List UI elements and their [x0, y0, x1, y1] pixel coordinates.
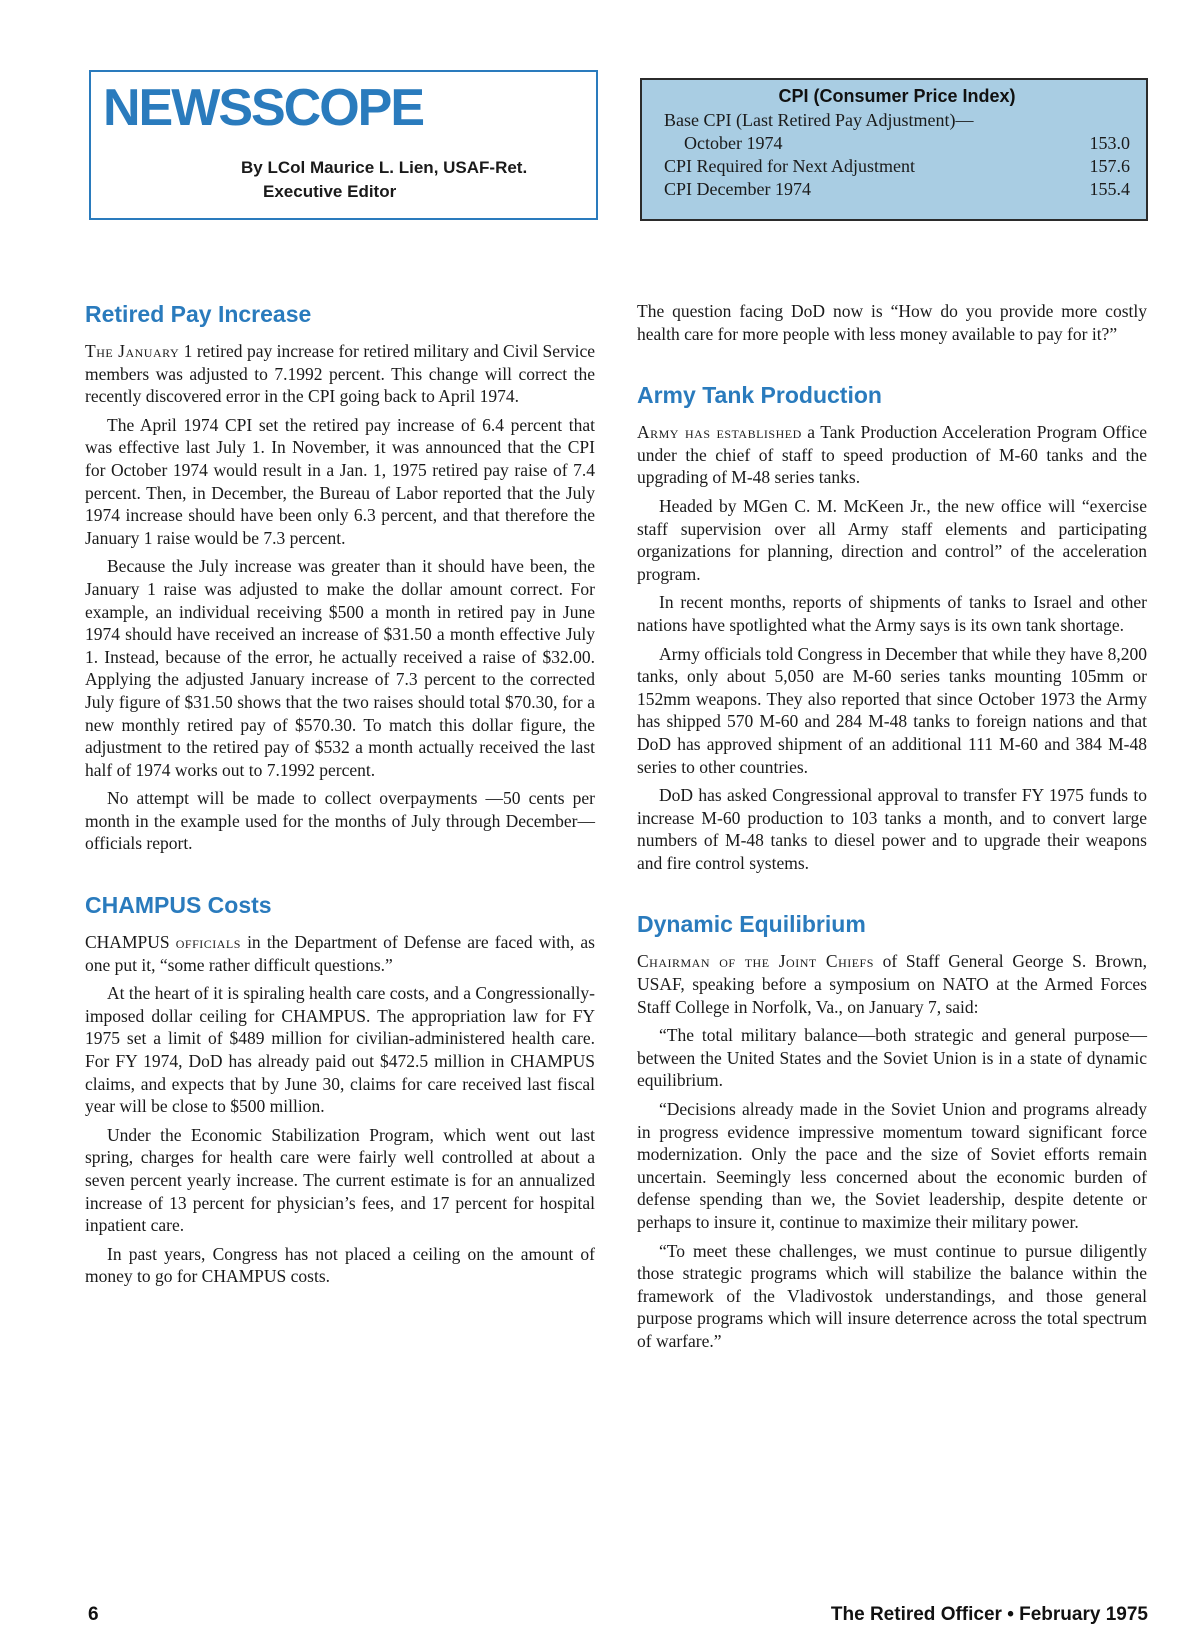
cpi-row-value: 157.6	[1089, 156, 1130, 176]
page-footer	[88, 1604, 1148, 1632]
cpi-row-label: CPI December 1974	[664, 179, 811, 199]
paragraph: No attempt will be made to collect overpayments —50 cents per month in the example used for the months of July through December—officials report.	[85, 788, 595, 854]
paragraph	[85, 340, 595, 408]
byline	[241, 156, 581, 204]
paragraph: Because the July increase was greater than it should have been, the January 1 raise was adjusted to make the dollar amount correct. For example, an individual receiving $500 a month in retired pay in June 1974 should have received an increase of $31.50 a month effective July 1. Instead, because of the error, he actually received a raise of $32.00. Applying the adjusted January increase of 7.3 percent to the corrected July figure of $31.50 shows that the two raises should total $70.30, for a new monthly retired pay of $570.30. To match this dollar figure, the adjustment to the retired pay of $532 a month actually received the last half of 1974 works out to 7.1992 percent.	[85, 556, 595, 780]
paragraph: In recent months, reports of shipments of tanks to Israel and other nations have spotlighted what the Army says is its own tank shortage.	[637, 592, 1147, 635]
byline-title: Executive Editor	[263, 182, 397, 201]
paragraph: Headed by MGen C. M. McKeen Jr., the new office will “exercise staff supervision over all Army staff elements and participating organizations for planning, direction and control” of the acceleration program.	[637, 495, 1147, 584]
paragraph: The question facing DoD now is “How do you provide more costly health care for more people with less money available to pay for it?”	[637, 301, 1147, 344]
lead-in: Chairman of the Joint Chiefs	[637, 951, 874, 972]
cpi-row	[664, 109, 1130, 132]
paragraph-text: in the Department of Defense are faced with, as one put it, “some rather difficult questions.”	[85, 932, 595, 975]
paragraph	[637, 950, 1147, 1018]
cpi-row	[664, 132, 1130, 155]
paragraph-text: a Tank Production Acceleration Program Office under the chief of staff to speed production of M-60 tanks and the upgrading of M-48 series tanks.	[637, 422, 1147, 488]
cpi-row	[664, 155, 1130, 178]
article-heading-dynamic: Dynamic Equilibrium	[637, 911, 866, 938]
byline-name: By LCol Maurice L. Lien, USAF-Ret.	[241, 158, 528, 177]
paragraph: “The total military balance—both strategic and general purpose—between the United States and the Soviet Union is in a state of dynamic equilibrium.	[637, 1025, 1147, 1091]
article-heading-retired-pay: Retired Pay Increase	[85, 301, 312, 327]
cpi-row-label: CPI Required for Next Adjustment	[664, 156, 915, 176]
paragraph	[85, 931, 595, 976]
paragraph-text: 1 retired pay increase for retired military and Civil Service members was adjusted to 7.1992 percent. This change will correct the recently discovered error in the CPI going back to April 1974.	[85, 341, 595, 407]
cpi-sidebar-box	[640, 78, 1148, 221]
cpi-row-value: 153.0	[1089, 133, 1130, 153]
cpi-row-value: 155.4	[1089, 179, 1130, 199]
paragraph: “To meet these challenges, we must continue to pursue diligently those strategic programs which will stabilize the balance within the framework of the Vladivostok understandings, and those general purpose programs which will insure deterrence across the total spectrum of warfare.”	[637, 1240, 1147, 1351]
newsscope-logo: NEWSSCOPE	[103, 79, 424, 137]
paragraph: DoD has asked Congressional approval to transfer FY 1975 funds to increase M-60 production to 103 tanks a month, and to convert large numbers of M-48 tanks to diesel power and to upgrade their weapons and fire control systems.	[637, 785, 1147, 873]
lead-in: Army has established	[637, 422, 802, 443]
page-number: 6	[88, 1604, 99, 1625]
article-heading-champus: CHAMPUS Costs	[85, 892, 272, 919]
paragraph	[637, 421, 1147, 489]
article-heading-tank: Army Tank Production	[637, 382, 882, 409]
paragraph: The April 1974 CPI set the retired pay increase of 6.4 percent that was effective last July 1. In November, it was announced that the CPI for October 1974 would result in a Jan. 1, 1975 retired pay raise of 7.4 percent. Then, in December, the Bureau of Labor reported that the July 1974 increase should have been only 6.3 percent, and that therefore the January 1 raise would be 7.3 percent.	[85, 414, 595, 548]
cpi-row-label: October 1974	[684, 133, 783, 153]
cpi-title: CPI (Consumer Price Index)	[778, 86, 1016, 106]
paragraph: Under the Economic Stabilization Program, which went out last spring, charges for health care were fairly well controlled at about a seven percent yearly increase. The current estimate is for an annualized increase of 13 percent for physician’s fees, and 17 percent for hospital inpatient care.	[85, 1124, 595, 1236]
paragraph-text: of Staff General George S. Brown, USAF, speaking before a symposium on NATO at the Armed Forces Staff College in Norfolk, Va., on January 7, said:	[637, 951, 1147, 1017]
lead-in: CHAMPUS	[85, 932, 176, 953]
left-column	[85, 300, 595, 1294]
cpi-row	[664, 178, 1130, 201]
lead-in-smallcaps: officials	[175, 932, 241, 953]
paragraph: “Decisions already made in the Soviet Union and programs already in progress evidence impressive momentum toward significant force modernization. Only the pace and the size of Soviet efforts remain uncertain. Seemingly less concerned about the economic burden of defense spending than we, the Soviet leadership, despite detente or perhaps to insure it, continue to maximize their military power.	[637, 1099, 1147, 1232]
right-column	[637, 300, 1147, 1359]
cpi-row-label: Base CPI (Last Retired Pay Adjustment)—	[664, 110, 974, 130]
newsscope-masthead	[89, 70, 598, 220]
lead-in: The January	[85, 341, 180, 361]
paragraph: In past years, Congress has not placed a ceiling on the amount of money to go for CHAMPUS costs.	[85, 1243, 595, 1287]
publication-line: The Retired Officer • February 1975	[830, 1604, 1148, 1625]
paragraph: At the heart of it is spiraling health care costs, and a Congressionally-imposed dollar ceiling for CHAMPUS. The appropriation law for FY 1975 set a limit of $489 million for civilian-administered health care. For FY 1974, DoD has already paid out $472.5 million in CHAMPUS claims, and expects that by June 30, claims for care received last fiscal year will be close to $500 million.	[85, 983, 595, 1117]
paragraph: Army officials told Congress in December that while they have 8,200 tanks, only about 5,050 are M-60 series tanks mounting 105mm or 152mm weapons. They also reported that since October 1973 the Army has shipped 570 M-60 and 284 M-48 tanks to foreign nations and that DoD has approved shipment of an additional 111 M-60 and 384 M-48 series to other countries.	[637, 643, 1147, 777]
